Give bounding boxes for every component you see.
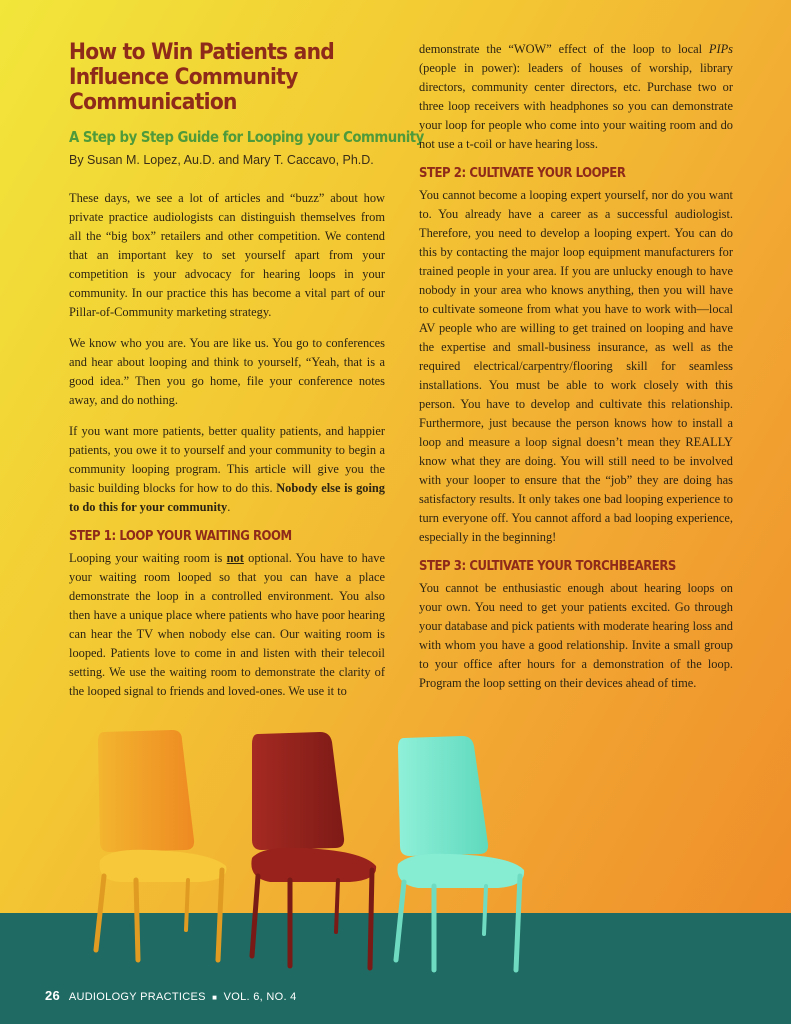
teal-chair <box>396 736 524 970</box>
intro-paragraph-3 <box>69 422 385 517</box>
article-subtitle: A Step by Step Guide for Looping your Community <box>69 128 424 146</box>
step-1-continued <box>419 40 733 154</box>
step-3-paragraph: You cannot be enthusiastic enough about hearing loops on your own. You need to get your patients excited. Go through your database and pick patients with moderate hearing loss and with whom you have a good relationship. Invite a small group to your office after hours for a demonstration of the loop. Program the loop setting on their devices ahead of time. <box>419 581 733 690</box>
step-1-text-b: optional. You have to have your waiting room looped so that you can have a place demonstrate the loop in a controlled environment. You also then have a unique place where patients who have poor hearing can hear the TV when nobody else can. Our waiting room is looped. Patients love to come in and listen with their telecoil setting. We use the waiting room to demonstrate the clarity of the looped signal to friends and loved-ones. We use it to <box>69 551 385 698</box>
chairs-illustration <box>0 720 791 980</box>
footer-separator: ■ <box>212 993 218 1002</box>
step-1-cont-italic: PIPs <box>708 42 733 56</box>
orange-chair <box>96 730 226 960</box>
step-1-cont-a: demonstrate the “WOW” effect of the loop to local <box>419 42 709 56</box>
left-column <box>69 40 424 713</box>
step-1-emphasis: not <box>226 551 244 565</box>
page-number: 26 <box>45 988 61 1003</box>
step-1-cont-b: (people in power): leaders of houses of worship, library directors, community center directors, etc. Purchase two or three loop receivers with headphones so you can demonstrate your loop for people who come into your waiting room and do not use a t-coil or have hearing loss. <box>419 61 733 151</box>
intro-3-bold: Nobody else is going to do this for your community <box>69 481 385 514</box>
publication-name: AUDIOLOGY PRACTICES <box>68 991 206 1003</box>
article-title: How to Win Patients and Influence Community Communication <box>69 40 335 115</box>
red-chair <box>251 732 376 968</box>
step-1-heading: STEP 1: LOOP YOUR WAITING ROOM <box>69 529 292 544</box>
intro-paragraph-2: We know who you are. You are like us. You go to conferences and hear about looping and think to yourself, “Yeah, that is a good idea.” Then you go home, file your conference notes away, and do nothing. <box>69 336 385 407</box>
intro-paragraph-1: These days, we see a lot of articles and “buzz” about how private practice audiologists can distinguish themselves from all the “big box” retailers and other competition. We contend that an important key to set yourself apart from your competition is your advocacy for hearing loops in your community. In our practice this has become a vital part of our Pillar-of-Community marketing strategy. <box>69 191 385 319</box>
right-column <box>419 40 733 703</box>
issue-info: VOL. 6, NO. 4 <box>223 991 297 1003</box>
step-1-paragraph <box>69 549 385 701</box>
article-byline: By Susan M. Lopez, Au.D. and Mary T. Caccavo, Ph.D. <box>69 153 374 167</box>
step-2-heading: STEP 2: CULTIVATE YOUR LOOPER <box>419 166 626 181</box>
intro-3-end: . <box>227 500 231 514</box>
step-1-text-a: Looping your waiting room is <box>69 551 227 565</box>
page-footer <box>45 988 297 1003</box>
step-2-paragraph: You cannot become a looping expert yourself, nor do you want to. You already have a career as a successful audiologist. Therefore, you need to develop a looping expert. You can do this by contacting the major loop equipment manufacturers for trained people in your area. If you are unlucky enough to have nobody in your area who knows anything, then you will have to cultivate someone from what you have to work with—local AV people who are willing to get trained on looping and have the expertise and small-business insurance, as well as the required electrical/carpentry/flooring skill for seamless installations. You must be able to work closely with this person. You have to develop and cultivate this relationship. Furthermore, just because the person knows how to install a loop and measure a loop signal doesn’t mean they REALLY know what they are doing. You will still need to be involved with your looper to ensure that the “job” they are doing has satisfactory results. It only takes one bad looping experience to turn everyone off. You cannot afford a bad looping experience, especially in the beginning! <box>419 188 733 544</box>
intro-3-text: If you want more patients, better quality patients, and happier patients, you owe it to yourself and your community to begin a community looping program. This article will give you the basic building blocks for how to do this. <box>69 424 385 495</box>
step-3-heading: STEP 3: CULTIVATE YOUR TORCHBEARERS <box>419 559 676 574</box>
